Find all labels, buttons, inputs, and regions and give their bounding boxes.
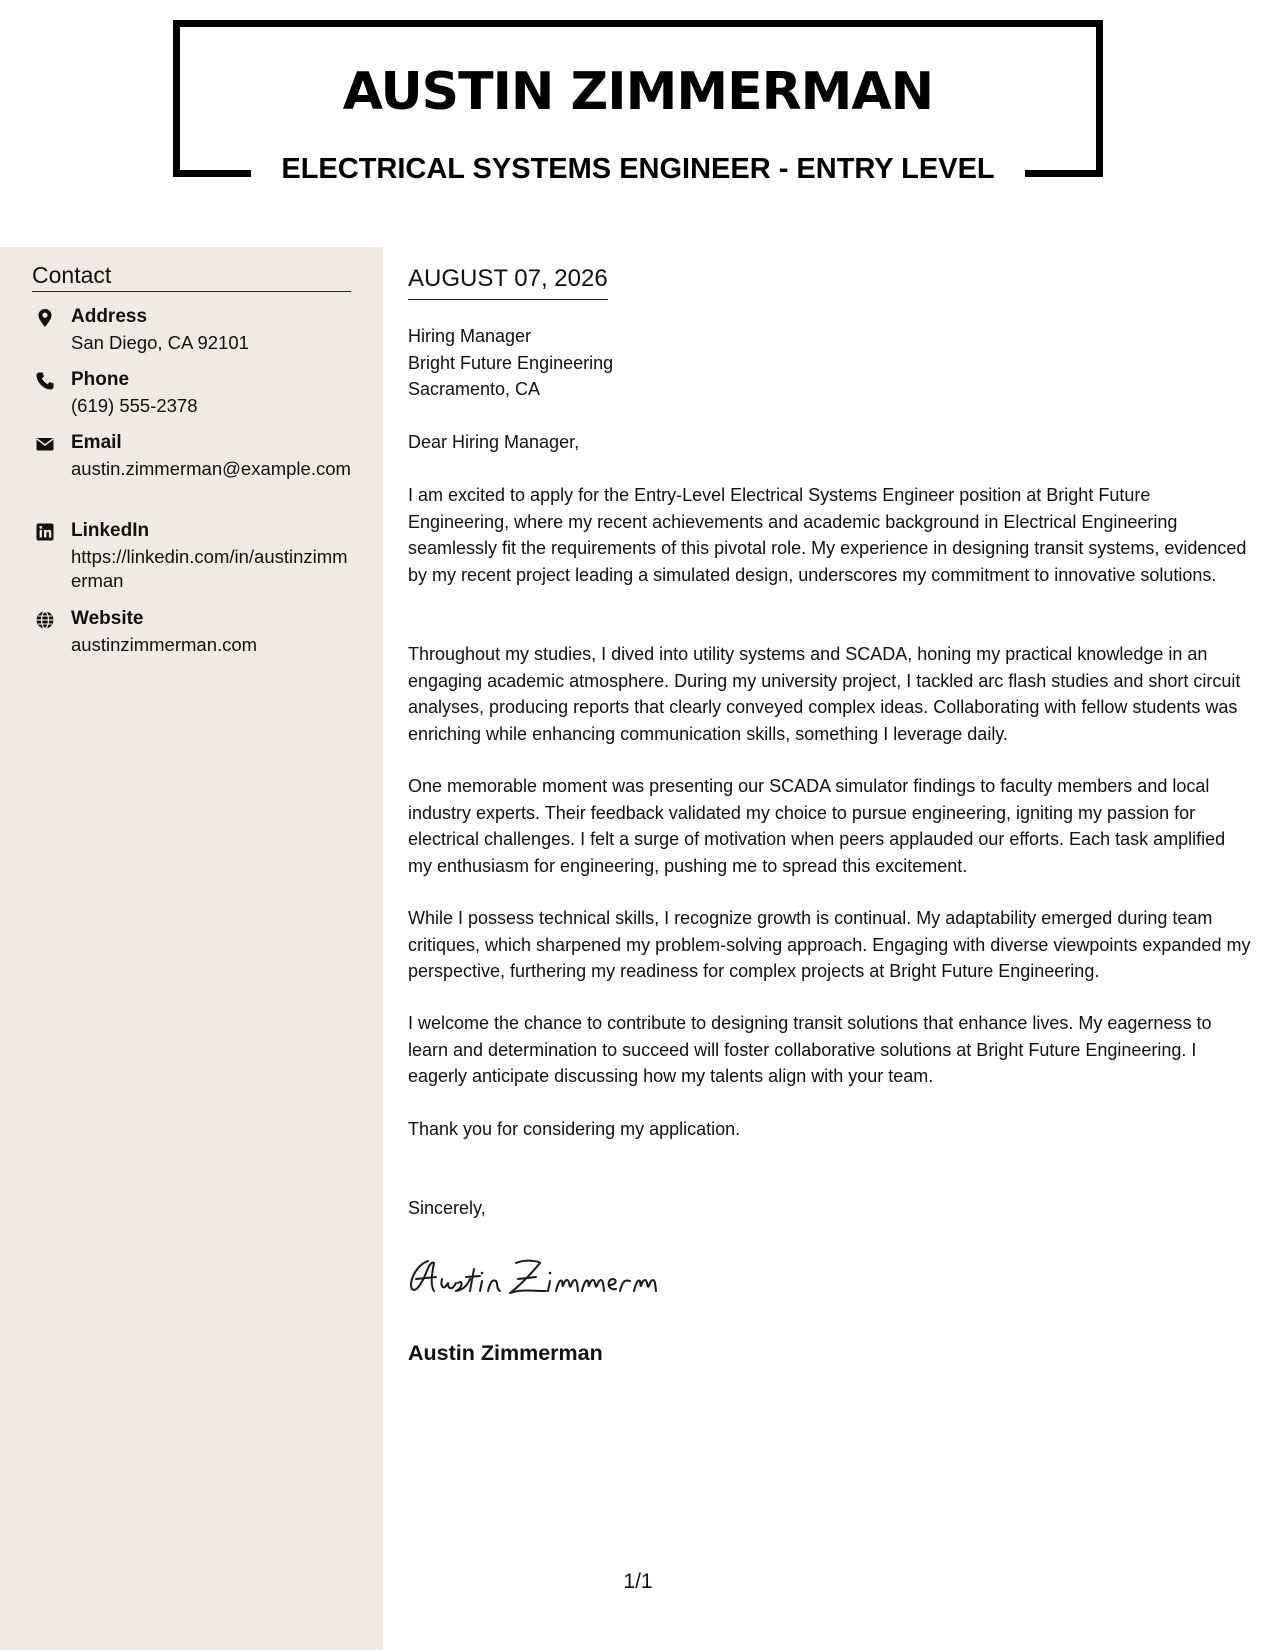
candidate-name: AUSTIN ZIMMERMAN [342, 62, 934, 122]
page-number: 1/1 [623, 1570, 653, 1593]
linkedin-icon [35, 522, 55, 542]
body-paragraph-1: I am excited to apply for the Entry-Level Electrical Systems Engineer position at Bright Future Engineering, where my recent achievements and academic background in Electrical Engineering seamlessly fit the requirements of this pivotal role. My experience in designing transit systems, evidenced by my recent project leading a simulated design, underscores my commitment to innovative solutions. [408, 485, 1247, 585]
phone-value: (619) 555-2378 [71, 395, 198, 416]
phone-icon [35, 371, 55, 391]
contact-heading: Contact [32, 262, 351, 292]
salutation: Dear Hiring Manager, [408, 432, 580, 452]
recipient-block [408, 323, 613, 403]
address-label: Address [71, 306, 148, 327]
signer-name: Austin Zimmerman [408, 1341, 603, 1365]
handwritten-signature [406, 1253, 668, 1299]
website-value[interactable]: austinzimmerman.com [71, 634, 258, 655]
envelope-icon [35, 434, 55, 454]
body-paragraph-3: One memorable moment was presenting our SCADA simulator findings to faculty members and local industry experts. Their feedback validated my choice to pursue engineering, igniting my passion for electrical challenges. I felt a surge of motivation when peers applauded our efforts. Each task amplified my enthusiasm for engineering, pushing me to spread this excitement. [408, 776, 1226, 876]
body-paragraph-5: I welcome the chance to contribute to designing transit solutions that enhance lives. My eagerness to learn and determination to succeed will foster collaborative solutions at Bright Future Engineering. I eagerly anticipate discussing how my talents align with your team. [408, 1013, 1212, 1086]
closing-line: Sincerely, [408, 1198, 486, 1218]
map-pin-icon [35, 308, 55, 328]
email-value: austin.zimmerman@example.com [71, 458, 351, 479]
letter-date: AUGUST 07, 2026 [408, 265, 608, 300]
body-paragraph-2: Throughout my studies, I dived into utility systems and SCADA, honing my practical knowledge in an engaging academic atmosphere. During my university project, I tackled arc flash studies and short circuit analyses, producing reports that clearly conveyed complex ideas. Collaborating with fellow students was enriching while enhancing communication skills, something I leverage daily. [408, 644, 1241, 744]
email-label: Email [71, 432, 122, 453]
job-title: ELECTRICAL SYSTEMS ENGINEER - ENTRY LEVEL [281, 153, 995, 185]
linkedin-label: LinkedIn [71, 520, 150, 541]
recipient-location: Sacramento, CA [408, 379, 541, 399]
linkedin-value[interactable]: https://linkedin.com/in/austinzimmerman [71, 546, 348, 591]
globe-icon [35, 610, 55, 630]
phone-label: Phone [71, 369, 130, 390]
thanks-line: Thank you for considering my application. [408, 1119, 741, 1139]
website-label: Website [71, 608, 144, 629]
recipient-company: Bright Future Engineering [408, 352, 614, 373]
recipient-name: Hiring Manager [408, 326, 532, 346]
address-value: San Diego, CA 92101 [71, 332, 249, 353]
body-paragraph-4: While I possess technical skills, I recognize growth is continual. My adaptability emerged during team critiques, which sharpened my problem-solving approach. Engaging with diverse viewpoints expanded my perspective, furthering my readiness for complex projects at Bright Future Engineering. [408, 908, 1251, 981]
